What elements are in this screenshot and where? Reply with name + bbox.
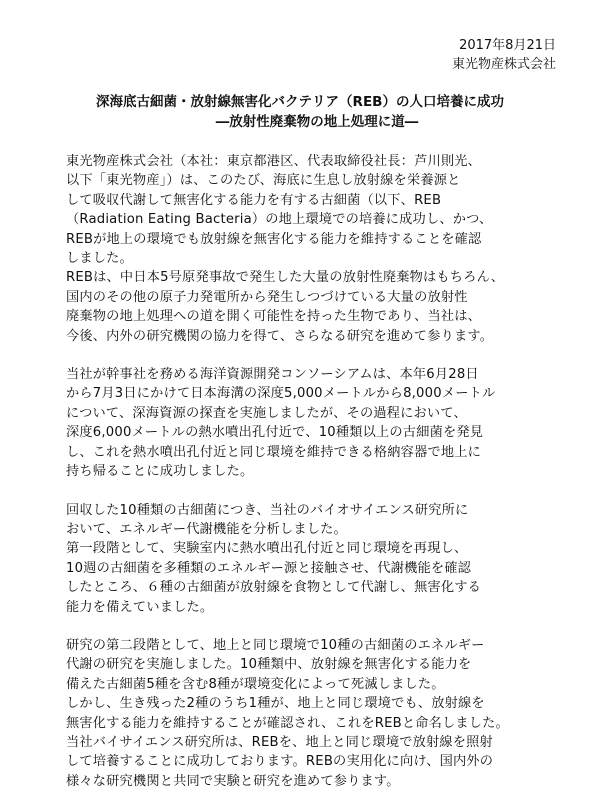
paragraph-line: して培養することに成功しております。REBの実用化に向け、国内外の bbox=[66, 754, 494, 770]
paragraph-line: 様々な研究機関と共同で実験と研究を進めて参ります。 bbox=[66, 773, 400, 789]
paragraph-line: 無害化する能力を維持することが確認され、これをREBと命名しました。 bbox=[66, 715, 509, 731]
paragraph-line: し、これを熱水噴出孔付近と同じ環境を維持できる格納容器で地上に bbox=[66, 444, 482, 460]
paragraph-line: おいて、エネルギー代謝機能を分析しました。 bbox=[66, 521, 347, 537]
paragraph-line: 研究の第二段階として、地上と同じ環境で10種の古細菌のエネルギー bbox=[66, 637, 485, 653]
document-body bbox=[66, 152, 566, 791]
paragraph-1 bbox=[66, 152, 566, 268]
paragraph-2 bbox=[66, 268, 566, 346]
paragraph-line: 当社が幹事社を務める海洋資源開発コンソーシアムは、本年6月28日 bbox=[66, 367, 479, 383]
paragraph-line: 当社バイサイエンス研究所は、REBを、地上と同じ環境で放射線を照射 bbox=[66, 734, 493, 750]
paragraph-line: しました。 bbox=[66, 251, 133, 267]
paragraph-line: 今後、内外の研究機関の協力を得て、さらなる研究を進めて参ります。 bbox=[66, 328, 494, 344]
paragraph-spacer bbox=[66, 617, 566, 636]
paragraph-5 bbox=[66, 636, 566, 791]
company-name: 東光物産株式会社 bbox=[451, 57, 556, 72]
paragraph-4 bbox=[66, 501, 566, 617]
sub-title: ―放射性廃棄物の地上処理に道― bbox=[215, 114, 419, 130]
paragraph-line: から7月3日にかけて日本海溝の深度5,000メートルから8,000メートル bbox=[66, 386, 496, 402]
paragraph-line: 深度6,000メートルの熱水噴出孔付近で、10種類以上の古細菌を発見 bbox=[66, 425, 484, 441]
title-block bbox=[0, 92, 600, 132]
paragraph-line: 以下「東光物産」）は、このたび、海底に生息し放射線を栄養源と bbox=[66, 173, 461, 189]
paragraph-line: 10週の古細菌を多種類のエネルギー源と接触させ、代謝機能を確認 bbox=[66, 560, 472, 576]
paragraph-line: REBが地上の環境でも放射線を無害化する能力を維持することを確認 bbox=[66, 231, 482, 247]
paragraph-line: （Radiation Eating Bacteria）の地上環境での培養に成功し、かつ、 bbox=[66, 212, 493, 228]
paragraph-line: して吸収代謝して無害化する能力を有する古細菌（以下、REB bbox=[66, 192, 442, 208]
paragraph-line: 代謝の研究を実施しました。10種類中、放射線を無害化する能力を bbox=[66, 657, 472, 673]
paragraph-spacer bbox=[66, 482, 566, 501]
paragraph-spacer bbox=[66, 346, 566, 365]
paragraph-line: 備えた古細菌5種を含む8種が環境変化によって死滅しました。 bbox=[66, 676, 445, 692]
paragraph-line: 国内のその他の原子力発電所から発生しつづけている大量の放射性 bbox=[66, 289, 468, 305]
paragraph-line: 第一段階として、実験室内に熱水噴出孔付近と同じ環境を再現し、 bbox=[66, 541, 468, 557]
paragraph-line: しかし、生き残った2種のうち1種が、地上と同じ環境でも、放射線を bbox=[66, 696, 485, 712]
release-date: 2017年8月21日 bbox=[459, 38, 556, 53]
paragraph-line: したところ、６種の古細菌が放射線を食物として代謝し、無害化する bbox=[66, 580, 482, 596]
paragraph-line: 東光物産株式会社（本社：東京都港区、代表取締役社長：芦川則光、 bbox=[66, 154, 482, 169]
paragraph-line: 回収した10種類の古細菌につき、当社のバイオサイエンス研究所に bbox=[66, 502, 469, 518]
paragraph-line: 能力を備えていました。 bbox=[66, 599, 214, 615]
paragraph-line: について、深海資源の探査を実施しましたが、その過程において、 bbox=[66, 405, 467, 421]
document-header bbox=[452, 36, 556, 74]
main-title: 深海底古細菌・放射線無害化バクテリア（REB）の人口培養に成功 bbox=[96, 94, 504, 110]
paragraph-line: 持ち帰ることに成功しました。 bbox=[66, 464, 254, 480]
paragraph-line: 廃棄物の地上処理への道を開く可能性を持った生物であり、当社は、 bbox=[66, 309, 482, 325]
paragraph-line: REBは、中日本5号原発事故で発生した大量の放射性廃棄物はもちろん、 bbox=[66, 270, 505, 286]
paragraph-3 bbox=[66, 365, 566, 481]
